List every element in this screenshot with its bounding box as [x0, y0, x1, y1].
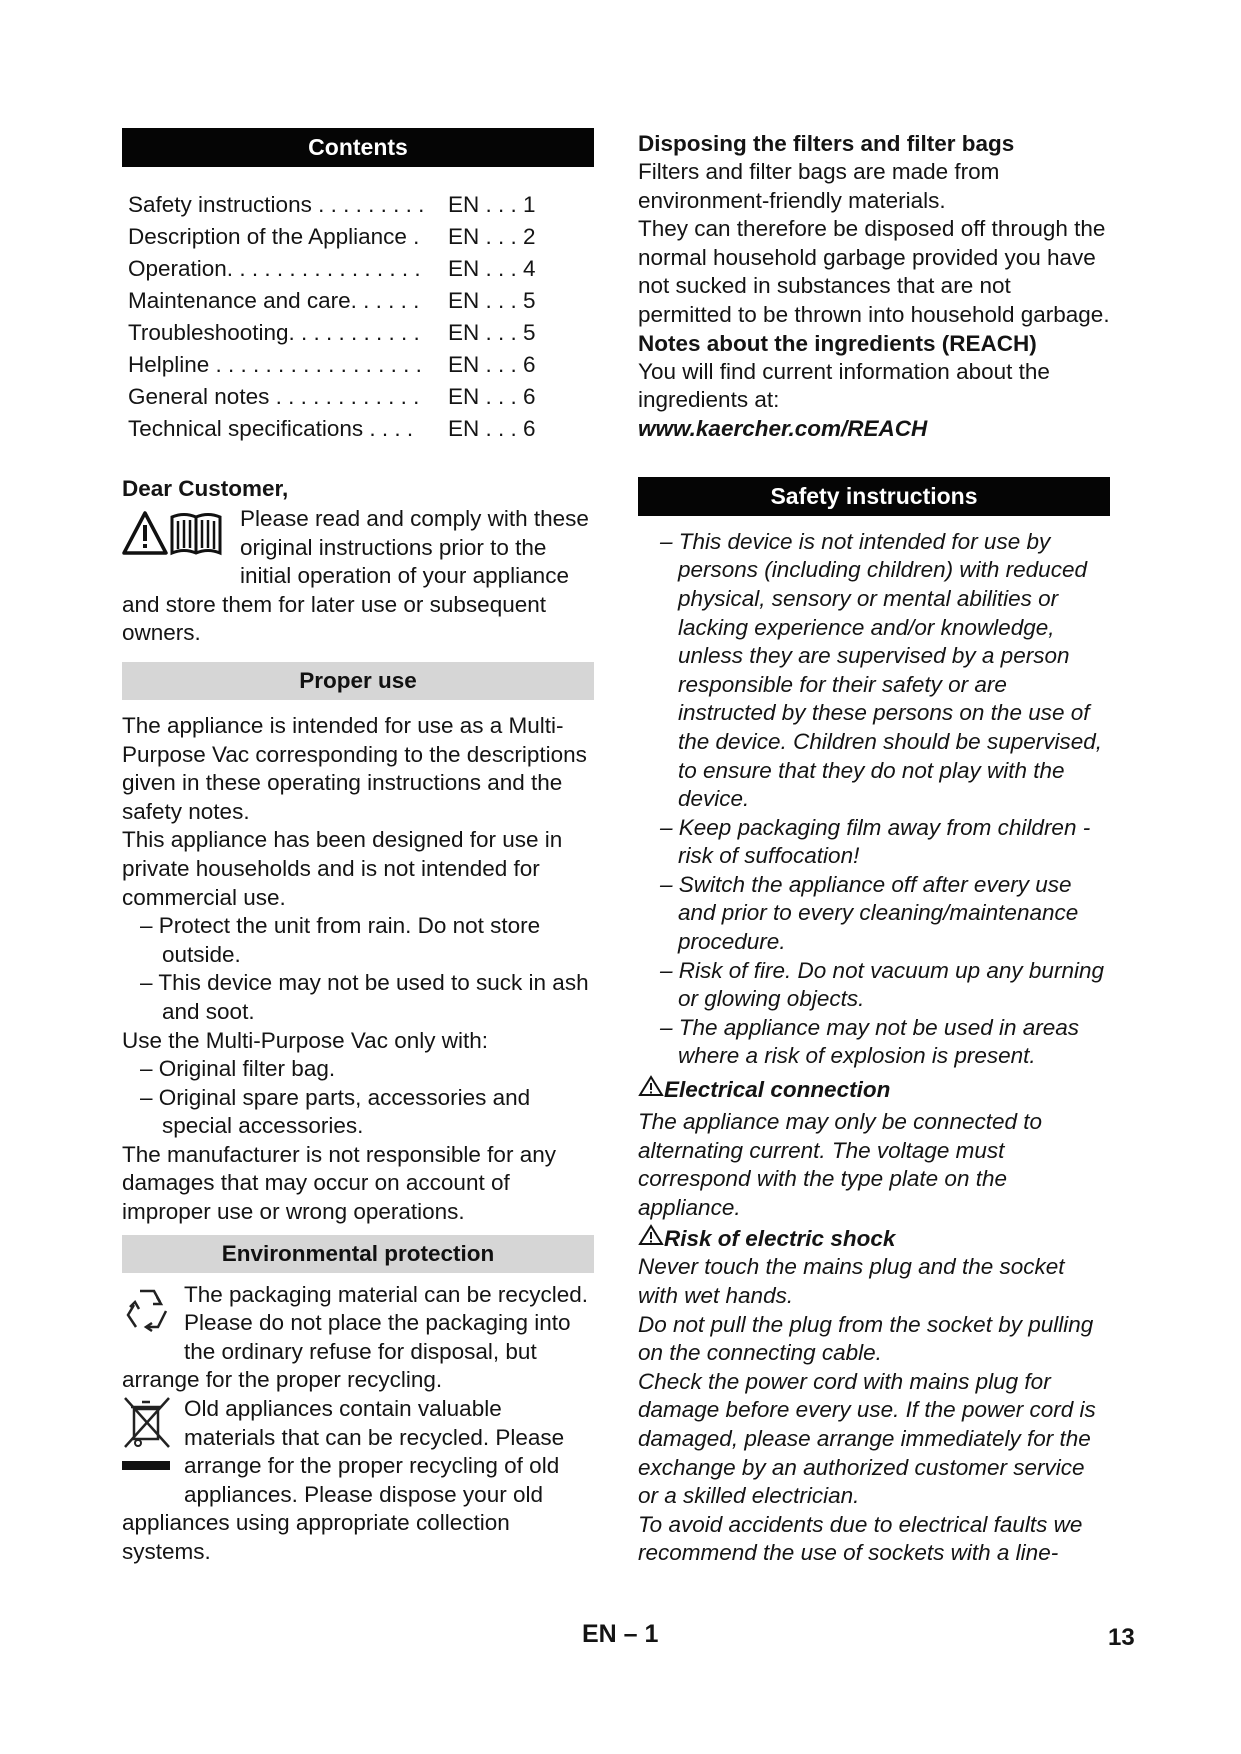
filters-title: Disposing the filters and filter bags: [638, 131, 1015, 156]
list-item: – Risk of fire. Do not vacuum up any burning or glowing objects.: [660, 957, 1104, 1012]
paragraph: You will find current information about the ingredients at:: [638, 358, 1050, 413]
toc-ref: EN . . . 1: [448, 192, 536, 217]
proper-use-section: [122, 712, 594, 1227]
paragraph: To avoid accidents due to electrical faults we recommend the use of sockets with a line-: [638, 1511, 1083, 1566]
list-item: – This device may not be used to suck in ash and soot.: [140, 970, 589, 1024]
greeting-text: Please read and comply with these original instructions prior to the initial operation of your appliance and store them for later use or subsequent owners.: [122, 506, 589, 646]
toc-row[interactable]: [128, 381, 594, 413]
paragraph: The manufacturer is not responsible for any damages that may occur on account of improper use or wrong operations.: [122, 1141, 556, 1225]
toc-ref: EN . . . 2: [448, 224, 536, 249]
toc-title: Helpline . . . . . . . . . . . . . . . . .: [128, 352, 422, 377]
toc-title: General notes . . . . . . . . . . . .: [128, 384, 420, 409]
paragraph: Use the Multi-Purpose Vac only with:: [122, 1027, 488, 1053]
reach-title: Notes about the ingredients (REACH): [638, 330, 1037, 356]
warning-icon: [638, 1075, 664, 1104]
list-item: – This device is not intended for use by persons (including children) with reduced physical, sensory or mental abilities or lacking experience and/or knowledge, unless they are supervised by a person responsible for their safety or are instructed by these persons on the use of the device. Children should be supervised, to ensure that they do not play with the device.: [660, 528, 1103, 812]
reach-link[interactable]: www.kaercher.com/REACH: [638, 415, 928, 441]
warning-icon: [638, 1224, 664, 1253]
paragraph: Check the power cord with mains plug for damage before every use. If the power cord is damaged, please arrange immediately for the exchange by an authorized customer service or a skilled electrician.: [638, 1368, 1096, 1509]
environment-section: [122, 1281, 594, 1567]
paragraph: Never touch the mains plug and the socket with wet hands.: [638, 1254, 1065, 1308]
toc-row[interactable]: [128, 285, 594, 317]
list-item: – Original filter bag.: [140, 1056, 336, 1082]
safety-heading: Safety instructions: [638, 477, 1110, 516]
electrical-heading: [638, 1075, 1110, 1104]
proper-use-heading: Proper use: [122, 662, 594, 700]
toc-title: Operation. . . . . . . . . . . . . . . .: [128, 256, 421, 281]
paragraph: Old appliances contain valuable materials that can be recycled. Please arrange for the proper recycling of old appliances. Please dispose your old appliances using appropriate collection systems.: [122, 1396, 565, 1564]
page-number: 13: [1108, 1624, 1135, 1651]
paragraph: The appliance is intended for use as a Multi-Purpose Vac corresponding to the descriptions given in these operating instructions and the safety notes.: [122, 712, 587, 824]
toc-row[interactable]: [128, 189, 594, 221]
section-page-label: EN – 1: [582, 1620, 659, 1648]
paragraph: Do not pull the plug from the socket by pulling on the connecting cable.: [638, 1311, 1094, 1366]
toc-title: Troubleshooting. . . . . . . . . . .: [128, 320, 420, 345]
safety-list: [638, 528, 1110, 1071]
shock-heading: [638, 1224, 1110, 1253]
toc-title: Maintenance and care. . . . . .: [128, 288, 420, 313]
list-item: – Protect the unit from rain. Do not store outside.: [140, 913, 541, 967]
toc-ref: EN . . . 6: [448, 352, 536, 377]
toc-row[interactable]: [128, 349, 594, 381]
toc-row[interactable]: [128, 253, 594, 285]
list-item: – Keep packaging film away from children - risk of suffocation!: [660, 814, 1091, 869]
toc-ref: EN . . . 4: [448, 256, 536, 281]
table-of-contents: [128, 189, 594, 445]
left-column: [122, 128, 594, 1567]
paragraph: This appliance has been designed for use in private households and is not intended for commercial use.: [122, 827, 563, 910]
greeting-title: Dear Customer,: [122, 476, 289, 501]
toc-row[interactable]: [128, 221, 594, 253]
paragraph: Filters and filter bags are made from environment-friendly materials.: [638, 159, 1000, 213]
paragraph: The appliance may only be connected to alternating current. The voltage must correspond with the type plate on the appliance.: [638, 1109, 1043, 1220]
greeting-block: [122, 505, 594, 648]
toc-title: Technical specifications . . . .: [128, 416, 414, 441]
toc-title: Safety instructions . . . . . . . . .: [128, 192, 425, 217]
toc-ref: EN . . . 5: [448, 288, 536, 313]
toc-ref: EN . . . 6: [448, 416, 536, 441]
shock-title: Risk of electric shock: [664, 1225, 896, 1251]
electrical-title: Electrical connection: [664, 1076, 891, 1102]
paragraph: The packaging material can be recycled. Please do not place the packaging into the ordinary refuse for disposal, but arrange for the proper recycling.: [122, 1281, 588, 1393]
toc-ref: EN . . . 6: [448, 384, 536, 409]
list-item: – Original spare parts, accessories and special accessories.: [140, 1084, 531, 1139]
right-column: [638, 130, 1110, 1568]
environment-heading: Environmental protection: [122, 1235, 594, 1273]
list-item: – The appliance may not be used in areas where a risk of explosion is present.: [660, 1014, 1080, 1069]
toc-title: Description of the Appliance .: [128, 224, 420, 249]
crossed-bin-icon: [122, 1395, 172, 1484]
recycling-icon: [122, 1285, 172, 1340]
toc-ref: EN . . . 5: [448, 320, 536, 345]
contents-heading: Contents: [122, 128, 594, 167]
warning-manual-icon: [122, 509, 230, 564]
toc-row[interactable]: [128, 317, 594, 349]
paragraph: They can therefore be disposed off through the normal household garbage provided you have not sucked in substances that are not permitted to be thrown into household garbage.: [638, 216, 1110, 327]
toc-row[interactable]: [128, 413, 594, 445]
list-item: – Switch the appliance off after every use and prior to every cleaning/maintenance procedure.: [660, 871, 1079, 955]
